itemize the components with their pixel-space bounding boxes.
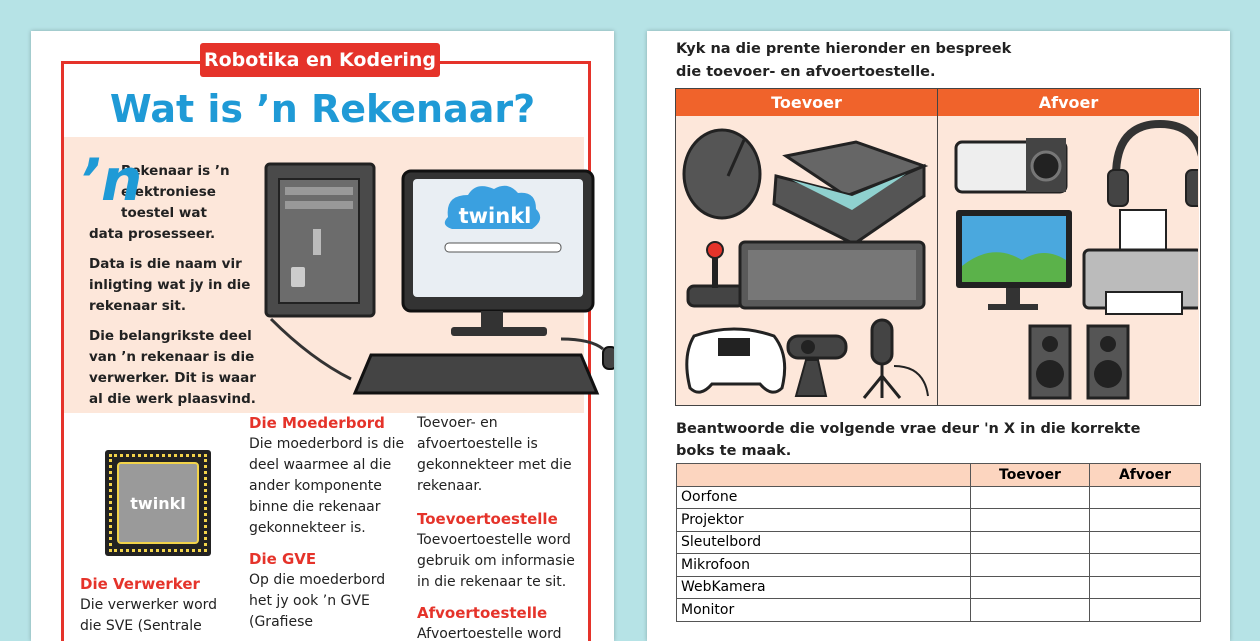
page-title: Wat is ’n Rekenaar? [109,87,536,131]
heading-afvoertoestelle: Afvoertoestelle [417,604,548,622]
afvoer-checkbox-cell[interactable] [1090,531,1201,554]
joystick-icon [688,242,744,306]
table-header-row [677,464,1201,487]
monitor-logo: twinkl [458,204,532,228]
scanner-icon [774,142,924,244]
intro-paragraph-3: Die belangrikste deel van ’n rekenaar is die verwerker. Dit is waar al die werk plaasvind. [89,328,256,407]
question-line: boks te maak. [676,443,792,459]
toevoer-checkbox-cell[interactable] [971,576,1090,599]
processor-chip-icon [105,450,211,556]
afvoer-checkbox-cell[interactable] [1090,576,1201,599]
keyboard-icon [355,355,597,393]
row-label: Monitor [677,599,971,622]
webcam-icon [788,336,846,396]
toevoer-checkbox-cell[interactable] [971,554,1090,577]
table-row [677,509,1201,532]
text-moederbord: Die moederbord is die deel waarmee al die ander komponente binne die rekenaar gekonnekteer is. [249,436,405,536]
microphone-icon [864,320,928,398]
table-header-toevoer: Toevoer [971,464,1090,487]
printer-icon [1084,210,1198,314]
row-label: Mikrofoon [677,554,971,577]
intro-line: Rekenaar is ’n [121,163,230,179]
afvoer-checkbox-cell[interactable] [1090,554,1201,577]
table-row [677,554,1201,577]
heading-toevoertoestelle: Toevoertoestelle [417,510,558,528]
table-header-blank [677,464,971,487]
row-label: Projektor [677,509,971,532]
intro-line: data prosesseer. [89,226,216,242]
table-row [677,486,1201,509]
toevoer-checkbox-cell[interactable] [971,509,1090,532]
table-row [677,576,1201,599]
column-verwerker [80,574,240,641]
toevoer-checkbox-cell[interactable] [971,599,1090,622]
text-toestelle: Toevoer- en afvoertoestelle is gekonnekteer met die rekenaar. [417,415,572,494]
heading-verwerker: Die Verwerker [80,575,200,593]
intro-line: toestel wat [121,205,207,221]
keyboard-icon [740,242,924,308]
text-verwerker: Die verwerker word die SVE (Sentrale [80,597,218,634]
instruction [676,38,1011,84]
chip-logo: twinkl [130,494,186,513]
row-label: Oorfone [677,486,971,509]
monitor-icon [956,210,1072,310]
row-label: WebKamera [677,576,971,599]
gamepad-icon [687,329,785,392]
table-row [677,599,1201,622]
computer-illustration [261,159,614,399]
text-toevoertoestelle: Toevoertoestelle word gebruik om informasie in die rekenaar te sit. [417,532,575,590]
text-afvoertoestelle: Afvoertoestelle word [417,626,562,641]
input-devices-panel [676,116,938,405]
dropcap: ’n [79,146,143,214]
heading-gve: Die GVE [249,550,317,568]
header-afvoer: Afvoer [938,89,1199,116]
projector-icon [956,138,1066,192]
question-line: Beantwoorde die volgende vrae deur 'n X in die korrekte [676,421,1141,437]
output-devices-panel [938,116,1199,405]
toevoer-checkbox-cell[interactable] [971,531,1090,554]
header-toevoer: Toevoer [676,89,938,116]
topic-banner: Robotika en Kodering [200,43,440,77]
right-page [647,31,1230,641]
devices-image-table [675,88,1201,406]
table-row [677,531,1201,554]
answer-table [676,463,1201,622]
column-moederbord [249,413,407,641]
instruction-line: Kyk na die prente hieronder en bespreek [676,41,1012,57]
intro-line: elektroniese [121,184,216,200]
column-toestelle [417,413,577,641]
afvoer-checkbox-cell[interactable] [1090,486,1201,509]
text-gve: Op die moederbord het jy ook ’n GVE (Grafiese [249,572,386,630]
intro-text [79,146,264,419]
mouse-icon [684,130,760,218]
intro-paragraph-2: Data is die naam vir inligting wat jy in die rekenaar sit. [89,256,251,314]
row-label: Sleutelbord [677,531,971,554]
afvoer-checkbox-cell[interactable] [1090,599,1201,622]
headphones-icon [1108,124,1198,206]
table-header-afvoer: Afvoer [1090,464,1201,487]
toevoer-checkbox-cell[interactable] [971,486,1090,509]
heading-moederbord: Die Moederbord [249,414,385,432]
speakers-icon [1030,326,1128,398]
afvoer-checkbox-cell[interactable] [1090,509,1201,532]
instruction-line: die toevoer- en afvoertoestelle. [676,64,936,80]
left-page [31,31,614,641]
question-text [676,418,1140,462]
